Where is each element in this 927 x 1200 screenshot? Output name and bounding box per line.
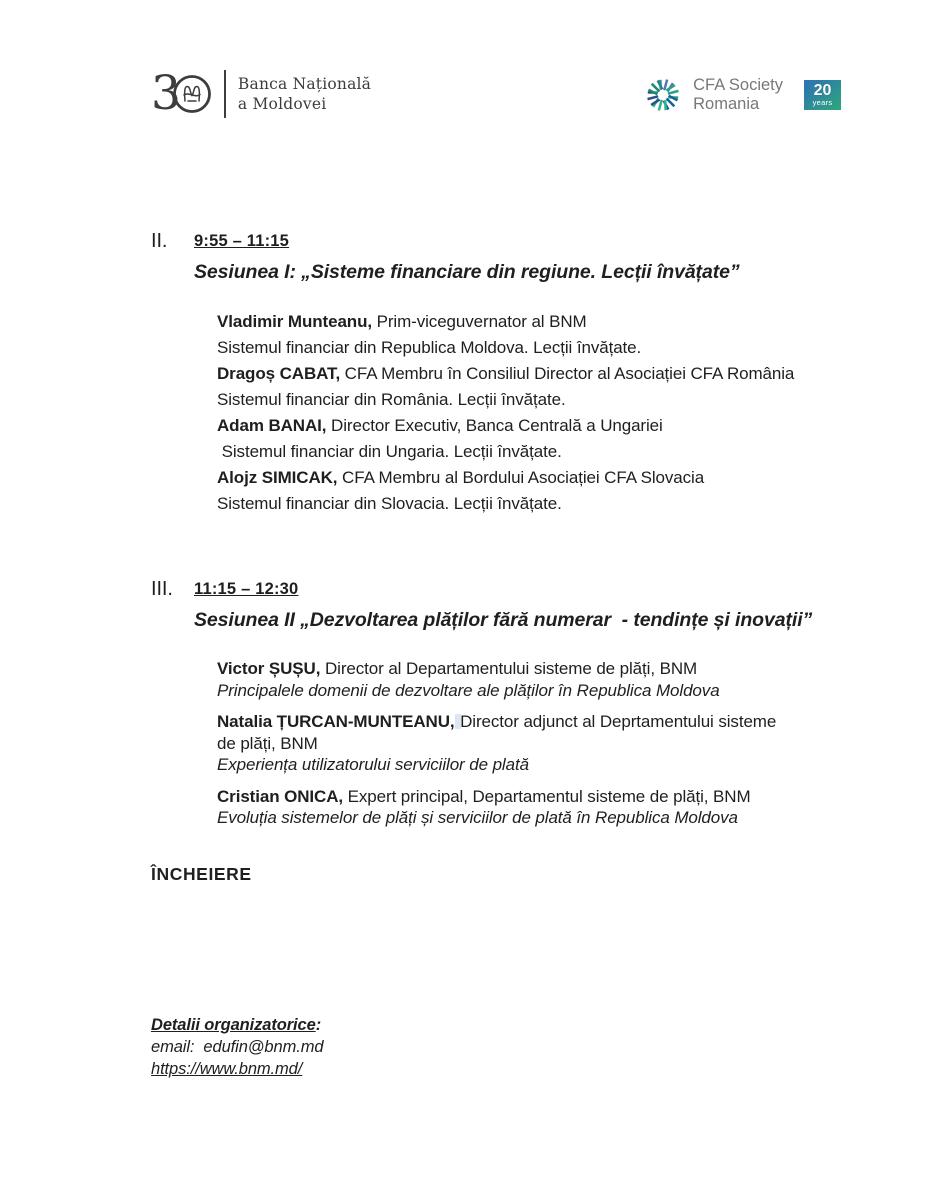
closing-heading: ÎNCHEIERE: [151, 864, 252, 884]
agenda-entry: [217, 711, 861, 776]
speaker-name: Dragoș CABAT,: [217, 364, 341, 383]
speaker-line: [217, 413, 861, 439]
20-years-badge: [804, 80, 841, 110]
speaker-role: Expert principal, Departamentul sisteme de plăți, BNM: [343, 786, 751, 806]
speaker-line: [217, 786, 861, 808]
session-3: [151, 576, 861, 839]
speaker-role: CFA Membru al Bordului Asociației CFA Slovacia: [337, 468, 705, 487]
speaker-role: Director Executiv, Banca Centrală a Ungariei: [326, 416, 663, 435]
header: [151, 66, 841, 121]
topic-line: Principalele domenii de dezvoltare ale plăților în Republica Moldova: [217, 680, 720, 700]
speaker-role: Director al Departamentului sisteme de plăți, BNM: [320, 659, 698, 678]
speaker-name: Natalia ȚURCAN-MUNTEANU,: [217, 712, 455, 731]
badge-number: 20: [813, 81, 832, 99]
session-2: [151, 228, 861, 517]
email-line: [151, 1036, 323, 1058]
speaker-line: [217, 465, 861, 491]
speaker-line: [217, 711, 861, 754]
topic-line: Sistemul financiar din Republica Moldova. Lecții învățate.: [217, 338, 642, 357]
session-title: Sesiunea I: „Sisteme financiare din regiune. Lecții învățate”: [194, 261, 740, 283]
speaker-name: Adam BANAI,: [217, 416, 327, 435]
speaker-role: Prim-viceguvernator al BNM: [372, 312, 587, 331]
speaker-name: Cristian ONICA,: [217, 786, 344, 806]
cfa-logo-name: [693, 76, 783, 114]
session-2-entries: [217, 309, 861, 517]
agenda-entry: [217, 786, 861, 829]
session-time: 11:15 – 12:30: [194, 580, 299, 598]
speaker-role: Director adjunct al Deprtamentului sisteme: [455, 712, 777, 731]
session-numeral: II.: [151, 230, 168, 252]
agenda-entry: [217, 309, 861, 361]
website-link[interactable]: https://www.bnm.md/: [151, 1060, 303, 1078]
topic-line: Sistemul financiar din Slovacia. Lecții învățate.: [217, 494, 562, 513]
cfa-name-line2: Romania: [693, 95, 760, 113]
agenda-entry: [217, 658, 861, 701]
speaker-name: Alojz SIMICAK,: [217, 468, 338, 487]
speaker-role-line2: de plăți, BNM: [217, 733, 318, 753]
session-numeral: III.: [151, 578, 173, 600]
speaker-line: [217, 309, 861, 335]
cfa-name-line1: CFA Society: [693, 76, 783, 94]
bnm-logo: [151, 66, 372, 121]
email-value: edufin@bnm.md: [203, 1038, 324, 1056]
url-line: [151, 1058, 323, 1080]
agenda-entry: [217, 465, 861, 517]
speaker-line: [217, 361, 861, 387]
speaker-name: Vladimir Munteanu,: [217, 312, 372, 331]
cfa-pinwheel-icon: [642, 74, 684, 116]
topic-line: Sistemul financiar din România. Lecții învățate.: [217, 390, 566, 409]
topic-line: Evoluția sistemelor de plăți și serviciilor de plată în Republica Moldova: [217, 808, 738, 827]
details-label: Detalii organizatorice: [151, 1016, 316, 1034]
cfa-logo: [642, 74, 841, 116]
bnm-logo-name: [238, 74, 371, 114]
session-2-heading: [151, 228, 861, 286]
details-line: [151, 1014, 323, 1036]
session-time: 9:55 – 11:15: [194, 232, 290, 250]
agenda-entry: [217, 361, 861, 413]
details-colon: :: [315, 1016, 322, 1034]
topic-line: Experiența utilizatorului serviciilor de plată: [217, 755, 529, 774]
session-head-right: [194, 576, 812, 634]
session-3-entries: [217, 658, 861, 829]
bnm-name-line1: Banca Națională: [237, 75, 372, 93]
session-title: Sesiunea II „Dezvoltarea plăților fără numerar - tendințe și inovații”: [194, 609, 813, 631]
speaker-role: CFA Membru în Consiliul Director al Asociației CFA România: [340, 364, 795, 383]
session-3-heading: [151, 576, 861, 634]
badge-label: years: [812, 97, 833, 107]
speaker-line: [217, 658, 861, 680]
agenda-entry: [217, 413, 861, 465]
session-head-right: [194, 228, 740, 286]
email-label: email:: [151, 1038, 195, 1056]
footer: [151, 1014, 323, 1080]
bnm-name-line2: a Moldovei: [237, 95, 327, 113]
bnm-30-numeral: 3: [151, 66, 179, 121]
topic-line: Sistemul financiar din Ungaria. Lecții învățate.: [217, 442, 562, 461]
speaker-name: Victor ȘUȘU,: [217, 659, 321, 678]
bnm-logo-divider: [224, 70, 226, 118]
